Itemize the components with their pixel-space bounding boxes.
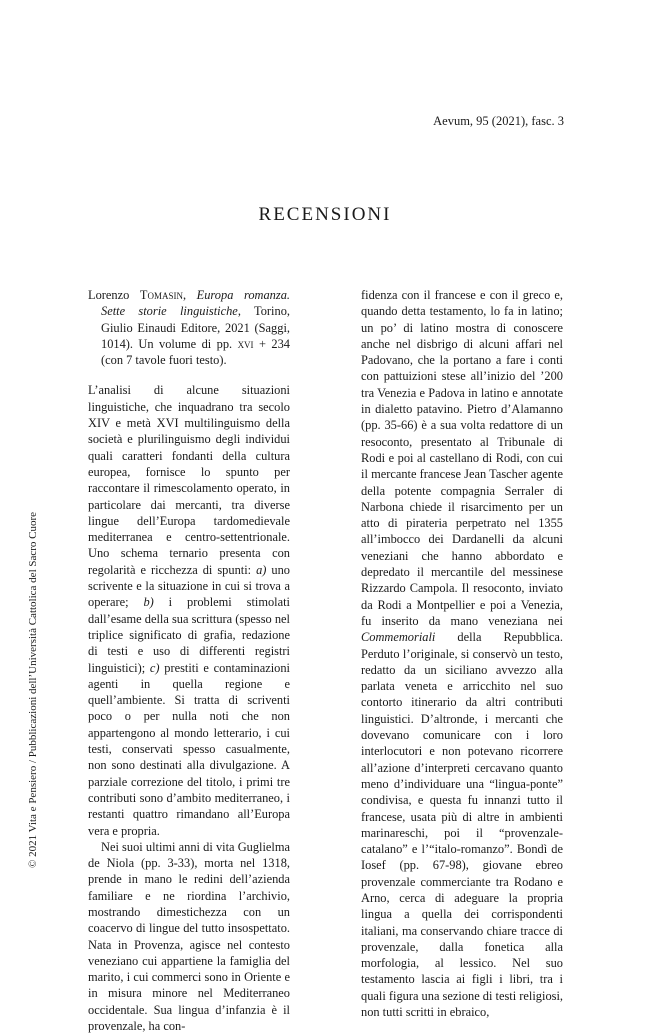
separator: ,: [182, 288, 197, 302]
list-label-a: a): [256, 562, 267, 577]
paragraph-text: i problemi stimolati dall’esame della sua scrittura (spesso nel triplice significato di grafia, redazione di testi e uso di differenti registri linguistici);: [88, 595, 290, 675]
list-label-c: c): [149, 660, 160, 675]
paragraph-text: fidenza con il francese e con il greco e, quando detta testamento, lo fa in latino; un po’ di latino mostra di conoscere anche nel disbrigo di alcuni affari nel Padovano, che la portano a fare i conti con pattuizioni stese all’inizio del ’200 tra Venezia e Padova in latino e annotate in dialetto patavino. Pietro d’Alamanno (pp. 35-66) è a sua volta redattore di un resoconto, presentato al Tribunale di Rodi e poi al castellano di Rodi, con cui il mercante francese Jean Tascher agente della potente compagnia Serraler di Narbona chiede il risarcimento per un atto di pirateria perpetrato nel 1355 all’imbocco dei Dardanelli da alcuni veneziani che hanno abbordato e depredato il mercantile del messinese Rizzardo Campola. Il resoconto, inviato da Rodi a Montpellier e poi a Venezia, fu inserito da mano veneziana nei: [361, 288, 563, 628]
author-last-name: Tomasin: [139, 288, 183, 302]
body-paragraph-1: [88, 382, 290, 838]
bibliographic-entry: [88, 287, 290, 368]
body-paragraph-3: [361, 287, 563, 1020]
paragraph-text: uno scrivente e la situazione in cui si trova a operare;: [88, 562, 291, 610]
book-title: Europa romanza. Sette storie linguistiche: [101, 288, 290, 319]
left-column: [88, 287, 290, 1034]
paragraph-text: prestiti e contaminazioni agenti in quella regione e quell’ambiente. Si tratta di scriventi poco o per nulla noti che non appartengono al mondo letterario, i cui testi, conservati spesso casualmente, non sono destinati alla divulgazione. A parziale correzione del titolo, i primi tre contributi sono d’ambito mediterraneo, i restanti quattro rimandano all’Europa vera e propria.: [88, 660, 291, 838]
pages-rest: + 234 (con 7 tavole fuori testo).: [101, 336, 290, 368]
section-title: RECENSIONI: [258, 204, 392, 225]
roman-pages: xvi: [237, 336, 254, 351]
list-label-b: b): [143, 595, 154, 610]
journal-reference: Aevum, 95 (2021), fasc. 3: [433, 114, 564, 128]
right-column: [361, 287, 563, 1020]
body-paragraph-2: Nei suoi ultimi anni di vita Guglielma de Niola (pp. 3-33), morta nel 1318, prende in mano le redini dell’azienda familiare e ne riordina l’archivio, mostrando dimestichezza con un coacervo di lingue del tutto insospettato. Nata in Provenza, agisce nel contesto veneziano cui appartiene la famiglia del marito, i cui commerci sono in Oriente e in misura minore nel Mediterraneo occidentale. Sua lingua d’infanzia è il provenzale, ha con-: [88, 839, 290, 1034]
author-first-name: Lorenzo: [88, 288, 140, 302]
publication-details: , Torino, Giulio Einaudi Editore, 2021 (Saggi, 1014). Un volume di pp.: [101, 304, 290, 351]
paragraph-text: L’analisi di alcune situazioni linguistiche, che inquadrano tra secolo XIV e metà XVI multilinguismo della società e plurilinguismo degli individui quali caratteri fondanti della cultura europea, fornisce lo spunto per raccontare il rimescolamento operato, in particolare dai mercanti, tra diverse lingue dell’Europa tardomedievale mediterranea e centro-settentrionale. Uno schema ternario presenta con regolarità e ricchezza di spunti:: [88, 383, 290, 577]
copyright-side-credit: © 2021 Vita e Pensiero / Pubblicazioni dell’Università Cattolica del Sacro Cuore: [27, 511, 39, 868]
italic-title: Commemoriali: [361, 630, 436, 645]
paragraph-text: della Repubblica. Perduto l’originale, si conservò un testo, redatto da un siciliano avvezzo alla parlata veneta e arricchito nel suo contorto itinerario da altri contributi linguistici. D’altronde, i mercanti che dovevano comunicare con i loro interlocutori e non potevano ricorrere all’azione d’interpreti cercavano quanto meno d’individuare una “lingua-ponte” condivisa, e questa fu innanzi tutto il francese, usata più di altre in ambienti marinareschi, poi il “provenzale-catalano” e l’“italo-romanzo”. Bondì de Iosef (pp. 67-98), giovane ebreo provenzale commerciante tra Rodano e Arno, cerca di adeguare la propria lingua a quella dei corrispondenti italiani, ma conservando chiare tracce di provenzale, dalla fonetica alla morfologia, al lessico. Nel suo testamento lascia ai figli i libri, tra i quali figura una sezione di testi religiosi, non tutti scritti in ebraico,: [361, 630, 563, 1020]
